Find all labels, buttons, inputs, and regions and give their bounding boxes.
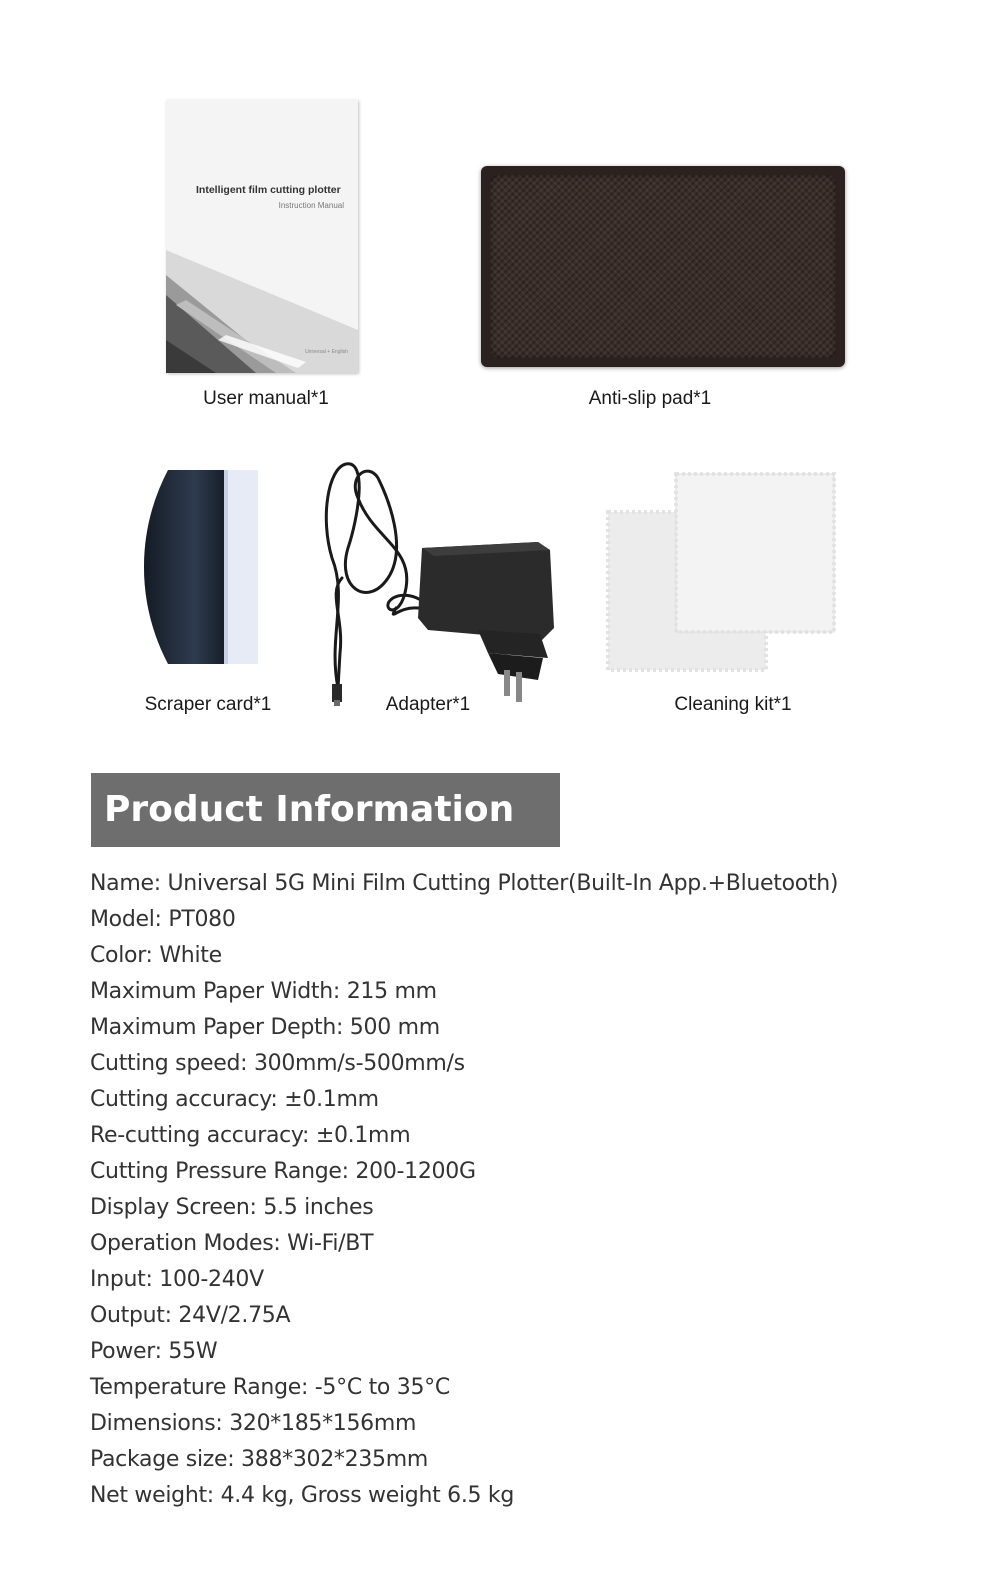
- spec-item: Package size: 388*302*235mm: [90, 1447, 428, 1472]
- spec-item: Operation Modes: Wi-Fi/BT: [90, 1231, 374, 1256]
- spec-item: Display Screen: 5.5 inches: [90, 1195, 374, 1220]
- adapter-caption: Adapter*1: [385, 694, 471, 715]
- spec-item: Re-cutting accuracy: ±0.1mm: [90, 1123, 411, 1148]
- power-adapter-image: [318, 458, 560, 708]
- spec-item: Cutting Pressure Range: 200-1200G: [90, 1159, 476, 1184]
- spec-item: Net weight: 4.4 kg, Gross weight 6.5 kg: [90, 1483, 515, 1508]
- spec-item: Input: 100-240V: [90, 1267, 264, 1292]
- user-manual-image: [166, 100, 358, 373]
- scraper-card-image: [140, 468, 260, 666]
- pad-texture: [489, 174, 837, 359]
- manual-subtitle: Instruction Manual: [278, 201, 344, 210]
- spec-item: Temperature Range: -5°C to 35°C: [90, 1375, 450, 1400]
- anti-slip-pad-caption: Anti-slip pad*1: [588, 388, 712, 409]
- spec-item: Dimensions: 320*185*156mm: [90, 1411, 417, 1436]
- manual-cover-graphic: [166, 100, 358, 373]
- scraper-card-caption: Scraper card*1: [144, 694, 272, 715]
- spec-list: [90, 866, 838, 1514]
- manual-title: Intelligent film cutting plotter: [196, 184, 341, 196]
- anti-slip-pad-image: [481, 166, 845, 367]
- user-manual-caption: User manual*1: [203, 388, 329, 409]
- spec-item: Maximum Paper Width: 215 mm: [90, 979, 437, 1004]
- spec-item: Cutting accuracy: ±0.1mm: [90, 1087, 379, 1112]
- spec-item: Color: White: [90, 943, 222, 968]
- spec-item: Maximum Paper Depth: 500 mm: [90, 1015, 440, 1040]
- spec-item: Name: Universal 5G Mini Film Cutting Plotter(Built-In App.+Bluetooth): [90, 871, 839, 896]
- manual-footer: Universal + English: [305, 349, 348, 355]
- spec-item: Model: PT080: [90, 907, 236, 932]
- cleaning-kit-caption: Cleaning kit*1: [674, 694, 792, 715]
- spec-item: Power: 55W: [90, 1339, 218, 1364]
- cleaning-cloths-image: [604, 470, 840, 674]
- spec-item: Output: 24V/2.75A: [90, 1303, 291, 1328]
- spec-item: Cutting speed: 300mm/s-500mm/s: [90, 1051, 465, 1076]
- product-information-header: [91, 773, 560, 847]
- section-title: Product Information: [104, 789, 515, 830]
